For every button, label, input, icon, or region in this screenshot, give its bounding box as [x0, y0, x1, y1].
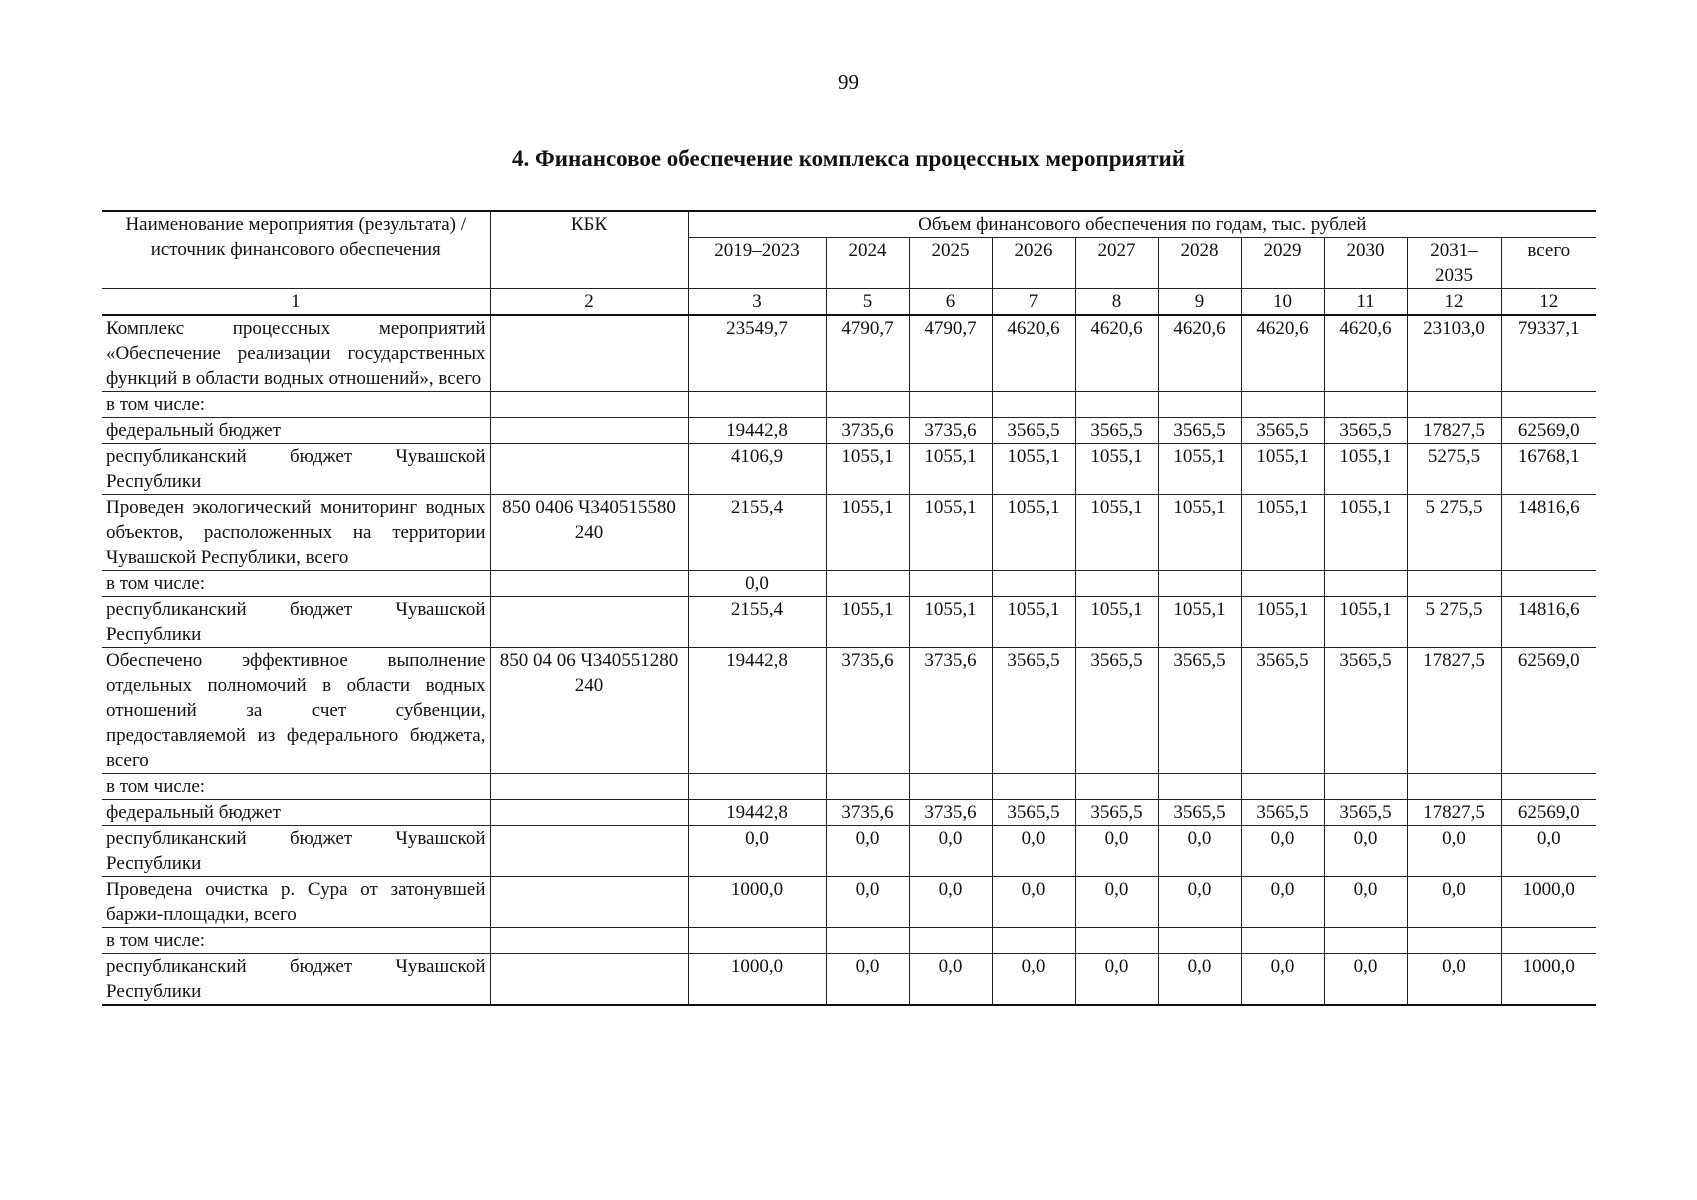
row-value: [1075, 774, 1158, 800]
header-year: 2024: [826, 238, 909, 289]
row-name: республиканский бюджет Чувашской Республики: [102, 826, 490, 877]
row-value: [1241, 928, 1324, 954]
row-value: 0,0: [688, 571, 826, 597]
row-value: 3565,5: [1241, 648, 1324, 774]
row-value: [1407, 571, 1501, 597]
row-value: 3735,6: [909, 800, 992, 826]
header-column-number: 9: [1158, 289, 1241, 316]
row-name: в том числе:: [102, 571, 490, 597]
row-value: [1501, 774, 1596, 800]
row-value: [1158, 774, 1241, 800]
header-column-number: 12: [1501, 289, 1596, 316]
header-year: 2028: [1158, 238, 1241, 289]
table-row: [102, 774, 1596, 800]
row-value: 4620,6: [992, 315, 1075, 392]
header-year: 2026: [992, 238, 1075, 289]
row-value: 3735,6: [909, 648, 992, 774]
row-value: 3565,5: [992, 800, 1075, 826]
row-name: в том числе:: [102, 774, 490, 800]
row-value: 4620,6: [1075, 315, 1158, 392]
row-value: 1000,0: [1501, 954, 1596, 1006]
row-kbk: [490, 774, 688, 800]
table-row: [102, 826, 1596, 877]
row-value: [1501, 392, 1596, 418]
row-value: 1055,1: [909, 495, 992, 571]
row-value: 2155,4: [688, 495, 826, 571]
row-value: [1501, 571, 1596, 597]
row-value: 0,0: [1158, 877, 1241, 928]
row-value: 17827,5: [1407, 418, 1501, 444]
row-value: 1000,0: [688, 954, 826, 1006]
row-value: 3735,6: [826, 418, 909, 444]
row-value: 1000,0: [1501, 877, 1596, 928]
row-value: 3735,6: [909, 418, 992, 444]
row-value: 0,0: [1241, 877, 1324, 928]
row-name: в том числе:: [102, 392, 490, 418]
row-value: [688, 774, 826, 800]
row-value: [992, 571, 1075, 597]
table-body: [102, 315, 1596, 1005]
row-value: 3565,5: [1324, 800, 1407, 826]
row-name: республиканский бюджет Чувашской Республики: [102, 954, 490, 1006]
row-value: [1407, 392, 1501, 418]
row-value: 1055,1: [992, 444, 1075, 495]
row-value: 0,0: [826, 826, 909, 877]
row-value: 0,0: [1324, 877, 1407, 928]
table-row: [102, 800, 1596, 826]
row-value: 1055,1: [1241, 444, 1324, 495]
row-value: 62569,0: [1501, 800, 1596, 826]
row-value: 0,0: [1075, 954, 1158, 1006]
row-value: 3565,5: [1324, 418, 1407, 444]
row-value: 0,0: [1158, 826, 1241, 877]
row-kbk: [490, 444, 688, 495]
row-kbk: [490, 392, 688, 418]
row-value: 0,0: [688, 826, 826, 877]
row-name: Проведен экологический мониторинг водных объектов, расположенных на территории Чувашской Республики, всего: [102, 495, 490, 571]
row-value: [1158, 392, 1241, 418]
row-value: 23103,0: [1407, 315, 1501, 392]
row-value: 2155,4: [688, 597, 826, 648]
row-value: [1075, 392, 1158, 418]
row-value: 16768,1: [1501, 444, 1596, 495]
header-column-number: 11: [1324, 289, 1407, 316]
row-value: 0,0: [992, 877, 1075, 928]
table-row: [102, 877, 1596, 928]
row-value: [1501, 928, 1596, 954]
row-value: 0,0: [1158, 954, 1241, 1006]
row-value: [1407, 928, 1501, 954]
row-name: федеральный бюджет: [102, 418, 490, 444]
row-value: 4790,7: [826, 315, 909, 392]
row-value: 1055,1: [1075, 444, 1158, 495]
row-value: 1055,1: [1158, 495, 1241, 571]
row-kbk: [490, 928, 688, 954]
row-value: [1075, 928, 1158, 954]
row-value: 79337,1: [1501, 315, 1596, 392]
row-value: [1158, 928, 1241, 954]
header-column-numbers-row: [102, 289, 1596, 316]
row-value: 5 275,5: [1407, 495, 1501, 571]
row-value: 17827,5: [1407, 648, 1501, 774]
row-value: 0,0: [992, 954, 1075, 1006]
header-column-number: 12: [1407, 289, 1501, 316]
row-value: 0,0: [1407, 826, 1501, 877]
row-value: 4790,7: [909, 315, 992, 392]
row-value: 1055,1: [1324, 597, 1407, 648]
row-value: 1055,1: [1158, 597, 1241, 648]
row-value: 1055,1: [992, 495, 1075, 571]
page-number: 99: [838, 70, 859, 94]
row-value: 1055,1: [826, 444, 909, 495]
row-value: 4106,9: [688, 444, 826, 495]
row-value: 1000,0: [688, 877, 826, 928]
row-value: 3565,5: [1075, 418, 1158, 444]
row-value: 3565,5: [1158, 800, 1241, 826]
row-value: [992, 774, 1075, 800]
row-value: 3565,5: [992, 648, 1075, 774]
row-value: 0,0: [1075, 877, 1158, 928]
row-value: 4620,6: [1158, 315, 1241, 392]
header-year: 2019–2023: [688, 238, 826, 289]
row-value: 19442,8: [688, 648, 826, 774]
row-value: [909, 928, 992, 954]
header-year: 2029: [1241, 238, 1324, 289]
row-value: 0,0: [1241, 954, 1324, 1006]
row-value: [909, 774, 992, 800]
row-value: 0,0: [1324, 826, 1407, 877]
row-value: [826, 571, 909, 597]
table-row: [102, 954, 1596, 1006]
row-name: федеральный бюджет: [102, 800, 490, 826]
row-value: 4620,6: [1241, 315, 1324, 392]
row-name: в том числе:: [102, 928, 490, 954]
row-value: 3735,6: [826, 800, 909, 826]
page-title: 4. Финансовое обеспечение комплекса процессных мероприятий: [511, 146, 1186, 171]
header-column-number: 6: [909, 289, 992, 316]
row-value: [688, 928, 826, 954]
row-name: республиканский бюджет Чувашской Республики: [102, 597, 490, 648]
table-row: [102, 928, 1596, 954]
header-column-number: 10: [1241, 289, 1324, 316]
row-value: 3565,5: [1241, 418, 1324, 444]
header-year: 2030: [1324, 238, 1407, 289]
row-value: 5 275,5: [1407, 597, 1501, 648]
row-value: [1407, 774, 1501, 800]
row-value: [909, 571, 992, 597]
row-value: 1055,1: [1241, 597, 1324, 648]
row-value: 0,0: [1501, 826, 1596, 877]
row-value: 62569,0: [1501, 648, 1596, 774]
row-kbk: [490, 800, 688, 826]
row-value: 14816,6: [1501, 597, 1596, 648]
row-value: 0,0: [826, 954, 909, 1006]
header-year: 2025: [909, 238, 992, 289]
financing-table: [102, 210, 1596, 1006]
table-row: [102, 418, 1596, 444]
row-kbk: [490, 571, 688, 597]
row-kbk: [490, 418, 688, 444]
row-value: 0,0: [1075, 826, 1158, 877]
row-value: [992, 392, 1075, 418]
header-year: 2027: [1075, 238, 1158, 289]
row-value: 0,0: [1324, 954, 1407, 1006]
row-value: 1055,1: [909, 597, 992, 648]
row-value: 0,0: [1407, 877, 1501, 928]
row-kbk: [490, 954, 688, 1006]
row-value: 17827,5: [1407, 800, 1501, 826]
table-row: [102, 315, 1596, 392]
row-value: 0,0: [1241, 826, 1324, 877]
row-value: [1324, 774, 1407, 800]
row-value: 19442,8: [688, 418, 826, 444]
row-value: 14816,6: [1501, 495, 1596, 571]
header-year: 2031–2035: [1407, 238, 1501, 289]
header-column-number: 5: [826, 289, 909, 316]
row-value: 3735,6: [826, 648, 909, 774]
header-year: всего: [1501, 238, 1596, 289]
table-row: [102, 597, 1596, 648]
header-column-number: 8: [1075, 289, 1158, 316]
row-value: [688, 392, 826, 418]
row-value: 0,0: [1407, 954, 1501, 1006]
row-value: [1158, 571, 1241, 597]
row-value: 3565,5: [1158, 648, 1241, 774]
row-value: 0,0: [826, 877, 909, 928]
row-value: 1055,1: [1324, 495, 1407, 571]
header-column-number: 7: [992, 289, 1075, 316]
row-value: 3565,5: [1241, 800, 1324, 826]
row-value: 3565,5: [1075, 800, 1158, 826]
row-value: [909, 392, 992, 418]
row-value: 23549,7: [688, 315, 826, 392]
table-row: [102, 571, 1596, 597]
row-value: [826, 928, 909, 954]
row-value: 1055,1: [1158, 444, 1241, 495]
row-value: 0,0: [909, 877, 992, 928]
row-value: 1055,1: [992, 597, 1075, 648]
row-value: 1055,1: [1324, 444, 1407, 495]
row-name: Проведена очистка р. Сура от затонувшей баржи-площадки, всего: [102, 877, 490, 928]
row-value: [1241, 571, 1324, 597]
table-row: [102, 495, 1596, 571]
row-value: 0,0: [909, 954, 992, 1006]
header-column-number: 2: [490, 289, 688, 316]
header-column-number: 1: [102, 289, 490, 316]
table-row: [102, 392, 1596, 418]
row-value: 19442,8: [688, 800, 826, 826]
row-value: 0,0: [909, 826, 992, 877]
row-value: 1055,1: [1241, 495, 1324, 571]
row-value: 5275,5: [1407, 444, 1501, 495]
row-kbk: 850 04 06 Ч340551280 240: [490, 648, 688, 774]
row-value: [1324, 928, 1407, 954]
row-value: 3565,5: [992, 418, 1075, 444]
row-value: [826, 392, 909, 418]
row-kbk: [490, 597, 688, 648]
row-kbk: [490, 877, 688, 928]
row-value: [1324, 571, 1407, 597]
row-value: 3565,5: [1158, 418, 1241, 444]
row-value: 4620,6: [1324, 315, 1407, 392]
row-value: 1055,1: [1075, 495, 1158, 571]
row-kbk: 850 0406 Ч340515580 240: [490, 495, 688, 571]
row-kbk: [490, 826, 688, 877]
row-kbk: [490, 315, 688, 392]
header-name: Наименование мероприятия (результата) /источник финансового обеспечения: [102, 211, 490, 289]
header-volume: Объем финансового обеспечения по годам, тыс. рублей: [688, 211, 1596, 238]
row-value: 0,0: [992, 826, 1075, 877]
row-name: Обеспечено эффективное выполнение отдельных полномочий в области водных отношений за счет субвенции, предоставляемой из федерального бюджета, всего: [102, 648, 490, 774]
row-value: 3565,5: [1324, 648, 1407, 774]
table-row: [102, 444, 1596, 495]
header-column-number: 3: [688, 289, 826, 316]
row-value: [826, 774, 909, 800]
row-value: [992, 928, 1075, 954]
row-value: 62569,0: [1501, 418, 1596, 444]
row-value: 1055,1: [1075, 597, 1158, 648]
header-kbk: КБК: [490, 211, 688, 289]
row-value: 1055,1: [909, 444, 992, 495]
row-value: [1241, 774, 1324, 800]
row-value: [1324, 392, 1407, 418]
table-row: [102, 648, 1596, 774]
row-name: республиканский бюджет Чувашской Республики: [102, 444, 490, 495]
row-value: 3565,5: [1075, 648, 1158, 774]
row-name: Комплекс процессных мероприятий «Обеспечение реализации государственных функций в области водных отношений», всего: [102, 315, 490, 392]
row-value: [1241, 392, 1324, 418]
row-value: 1055,1: [826, 495, 909, 571]
row-value: [1075, 571, 1158, 597]
row-value: 1055,1: [826, 597, 909, 648]
